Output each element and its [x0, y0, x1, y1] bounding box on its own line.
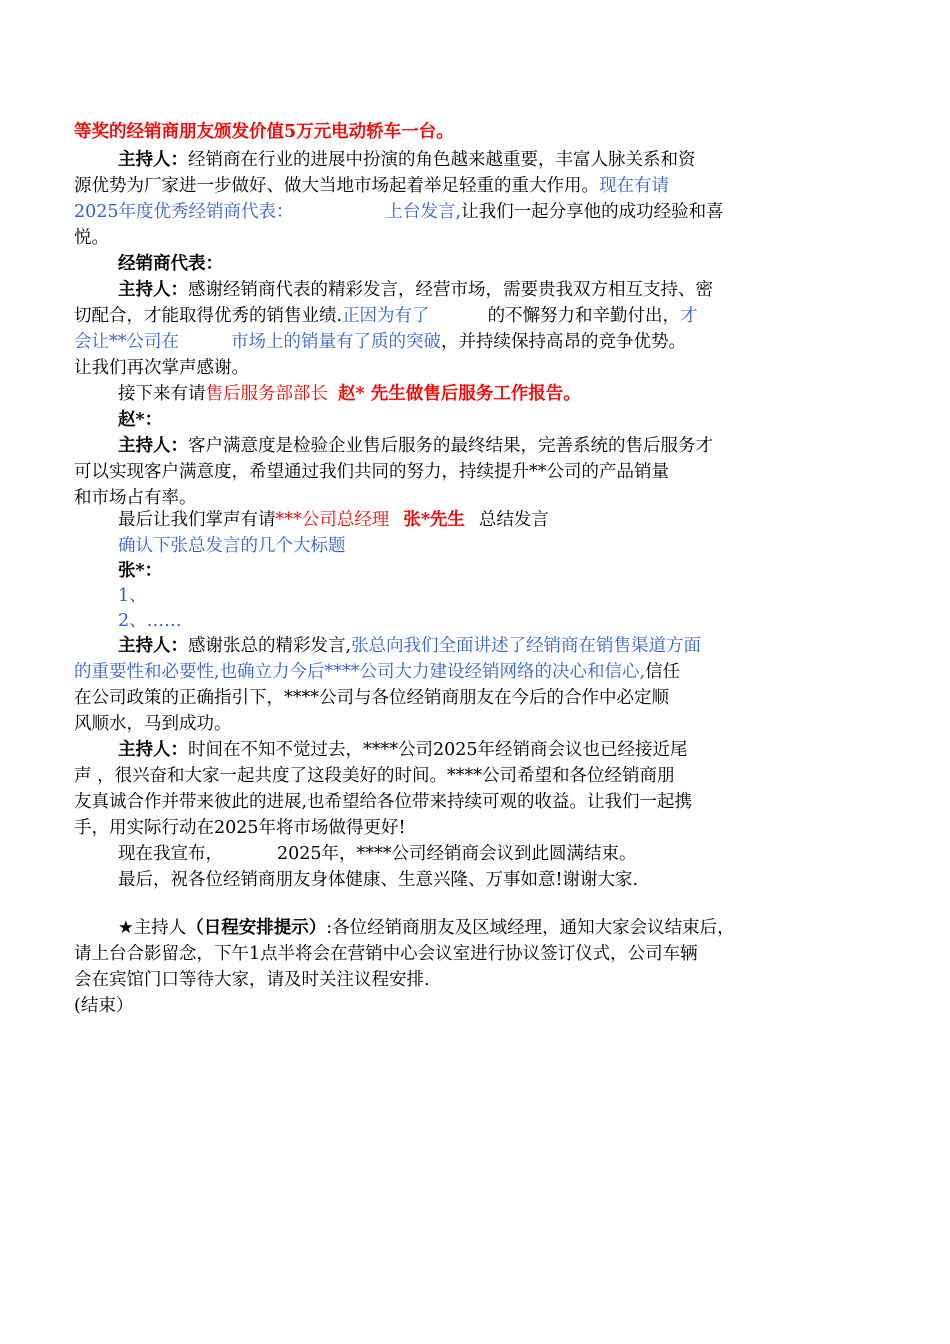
highlight-text: ***公司总经理 [275, 510, 390, 530]
host-paragraph-1-line-3 [74, 199, 724, 225]
paragraph-text: 信任 [645, 662, 681, 682]
host-paragraph-1-line-4: 悦。 [74, 228, 109, 248]
paragraph-text: 现在我宣布， [118, 844, 223, 864]
highlight-text: 会让**公司在 [74, 332, 179, 352]
paragraph-text: 接下来有请 [118, 384, 206, 404]
highlight-text: 正因为有了 [342, 306, 430, 326]
host-paragraph-1-line-1 [118, 147, 696, 173]
zhang-heading: 张*： [118, 561, 163, 581]
paragraph-text: 经销商在行业的进展中扮演的角色越来越重要，丰富人脉关系和资 [188, 150, 696, 170]
paragraph-text: 源优势为厂家进一步做好、做大当地市场起着举足轻重的重大作用。 [74, 176, 599, 196]
host-paragraph-2-line-4: 让我们再次掌声感谢。 [74, 358, 249, 378]
star-icon-label: ★主持人 [118, 918, 187, 938]
headline-note: 确认下张总发言的几个大标题 [118, 536, 346, 556]
host-paragraph-2-line-3 [74, 329, 686, 355]
highlight-text: 现在有请 [599, 176, 669, 196]
closing-wishes: 最后，祝各位经销商朋友身体健康、生意兴隆、万事如意!谢谢大家. [118, 870, 639, 890]
paragraph-text: 的不懈努力和辛勤付出， [487, 306, 681, 326]
host-paragraph-3-line-1 [118, 433, 713, 459]
paragraph-text: 2025年，****公司经销商会议到此圆满结束。 [277, 844, 637, 864]
dealer-rep-heading: 经销商代表： [118, 254, 223, 274]
list-item-2: 2、…… [118, 611, 182, 631]
closing-announcement [118, 841, 637, 867]
paragraph-text: :各位经销商朋友及区域经理，通知大家会议结束后， [326, 918, 735, 938]
host-paragraph-4-line-2 [74, 659, 680, 685]
host-paragraph-4-line-1 [118, 633, 701, 659]
highlight-text: 上台发言, [385, 202, 462, 222]
host-paragraph-4-line-4: 风顺水，马到成功。 [74, 714, 232, 734]
paragraph-text: 时间在不知不觉过去，****公司2025年经销商会议也已经接近尾 [188, 740, 688, 760]
highlight-text: 张总向我们全面讲述了经销商在销售渠道方面 [351, 636, 702, 656]
host-paragraph-5-line-4: 手，用实际行动在2025年将市场做得更好! [74, 818, 406, 838]
speaker-label: 主持人： [118, 280, 188, 300]
host-paragraph-3-line-3: 和市场占有率。 [74, 488, 197, 508]
host-paragraph-5-line-3: 友真诚合作并带来彼此的进展,也希望给各位带来持续可观的收益。让我们一起携 [74, 792, 693, 812]
paragraph-text: 总结发言 [478, 510, 549, 530]
zhao-heading: 赵*： [118, 410, 163, 430]
paragraph-text: ，并持续保持高昂的竞争优势。 [441, 332, 686, 352]
host-paragraph-4-line-3: 在公司政策的正确指引下，****公司与各位经销商朋友在今后的合作中必定顺 [74, 688, 669, 708]
host-paragraph-3-line-2: 可以实现客户满意度，希望通过我们共同的努力，持续提升**公司的产品销量 [74, 462, 669, 482]
paragraph-text: 让我们一起分享他的成功经验和喜 [461, 202, 724, 222]
speaker-label: 主持人： [118, 740, 188, 760]
schedule-note-line-2: 请上台合影留念，下午1点半将会在营销中心会议室进行协议签订仪式，公司车辆 [74, 944, 698, 964]
host-paragraph-2-line-1 [118, 277, 713, 303]
highlight-text: 市场上的销量有了质的突破 [231, 332, 441, 352]
host-paragraph-5-line-1 [118, 737, 688, 763]
host-paragraph-5-line-2: 声 ，很兴奋和大家一起共度了这段美好的时间。****公司希望和各位经销商朋 [74, 766, 675, 786]
end-marker: (结束） [74, 996, 134, 1016]
host-paragraph-1-line-2 [74, 173, 669, 199]
speaker-label: 主持人： [118, 150, 188, 170]
highlight-text: 张*先生 [403, 510, 465, 530]
paragraph-text: 客户满意度是检验企业售后服务的最终结果，完善系统的售后服务才 [188, 436, 713, 456]
paragraph-text: 感谢张总的精彩发言, [188, 636, 352, 656]
final-speaker-line [118, 507, 549, 533]
speaker-label: 主持人： [118, 636, 188, 656]
highlight-text: 的重要性和必要性, [74, 662, 220, 682]
highlight-text: 2025年度优秀经销商代表： [74, 202, 294, 222]
schedule-note-line-3: 会在宾馆门口等待大家，请及时关注议程安排. [74, 970, 430, 990]
award-line: 等奖的经销商朋友颁发价值5万元电动轿车一台。 [74, 122, 454, 142]
schedule-label: （日程安排提示） [186, 918, 327, 938]
paragraph-text: 感谢经销商代表的精彩发言，经营市场，需要贵我双方相互支持、密 [188, 280, 713, 300]
next-speaker-line [118, 381, 581, 407]
schedule-note-line-1 [118, 915, 735, 941]
highlight-text: 也确立力今后****公司大力建设经销网络的决心和信心, [219, 662, 646, 682]
highlight-text: 才 [680, 306, 698, 326]
speaker-label: 主持人： [118, 436, 188, 456]
highlight-text: 赵* 先生做售后服务工作报告。 [338, 384, 581, 404]
list-item-1: 1、 [118, 586, 147, 606]
host-paragraph-2-line-2 [74, 303, 698, 329]
paragraph-text: 最后让我们掌声有请 [118, 510, 276, 530]
highlight-text: 售后服务部部长 [205, 384, 328, 404]
paragraph-text: 切配合，才能取得优秀的销售业绩. [74, 306, 343, 326]
